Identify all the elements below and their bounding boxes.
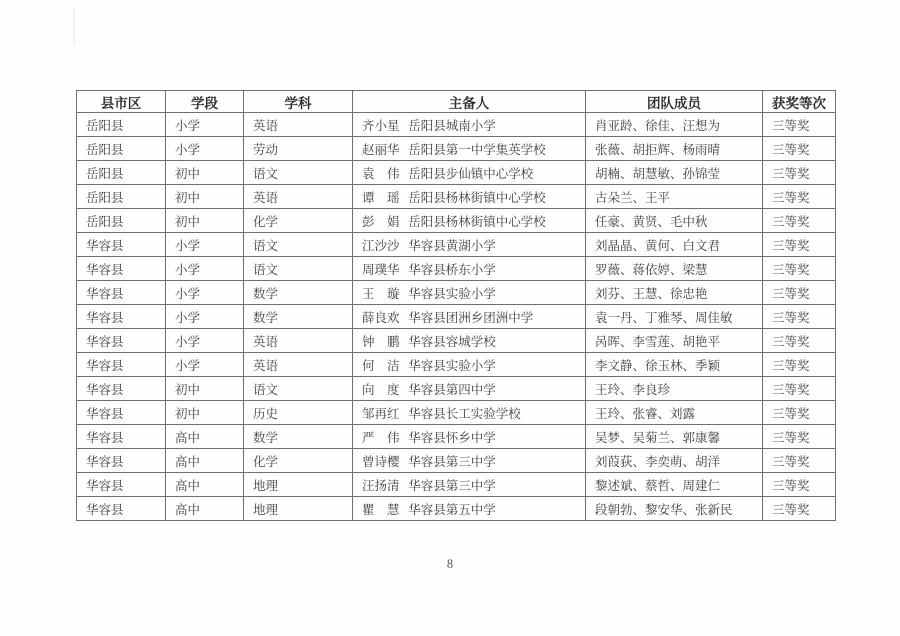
- cell-level: 小学: [166, 329, 244, 353]
- leader-school: 岳阳县第一中学集英学校: [408, 142, 546, 157]
- leader-school: 华容县实验小学: [408, 286, 496, 301]
- column-header: 县市区: [77, 91, 166, 113]
- cell-level: 初中: [166, 185, 244, 209]
- cell-leader: [353, 137, 586, 161]
- leader-name: 齐小星: [362, 118, 400, 133]
- cell-award: 三等奖: [763, 329, 836, 353]
- cell-subject: 化学: [244, 209, 353, 233]
- cell-team: 刘葭荻、李奕萌、胡洋: [586, 449, 763, 473]
- cell-subject: 历史: [244, 401, 353, 425]
- leader-school: 华容县第三中学: [408, 454, 496, 469]
- cell-award: 三等奖: [763, 113, 836, 137]
- cell-leader: [353, 185, 586, 209]
- cell-team: 黎述斌、蔡哲、周建仁: [586, 473, 763, 497]
- cell-team: 刘晶晶、黄何、白文君: [586, 233, 763, 257]
- leader-name: 向 度: [362, 382, 400, 397]
- cell-level: 小学: [166, 233, 244, 257]
- table-row: [77, 401, 836, 425]
- cell-subject: 英语: [244, 353, 353, 377]
- leader-school: 华容县长工实验学校: [408, 406, 521, 421]
- leader-school: 华容县第四中学: [408, 382, 496, 397]
- cell-county: 岳阳县: [77, 113, 166, 137]
- cell-award: 三等奖: [763, 161, 836, 185]
- cell-award: 三等奖: [763, 353, 836, 377]
- cell-award: 三等奖: [763, 137, 836, 161]
- cell-level: 高中: [166, 425, 244, 449]
- cell-leader: [353, 233, 586, 257]
- leader-school: 华容县实验小学: [408, 358, 496, 373]
- table-row: [77, 185, 836, 209]
- leader-name: 王 璇: [362, 286, 400, 301]
- cell-county: 华容县: [77, 281, 166, 305]
- leader-school: 华容县桥东小学: [408, 262, 496, 277]
- cell-county: 岳阳县: [77, 161, 166, 185]
- cell-county: 华容县: [77, 449, 166, 473]
- cell-subject: 劳动: [244, 137, 353, 161]
- cell-county: 华容县: [77, 353, 166, 377]
- cell-level: 初中: [166, 161, 244, 185]
- table-row: [77, 329, 836, 353]
- cell-leader: [353, 257, 586, 281]
- table-row: [77, 305, 836, 329]
- table-row: [77, 353, 836, 377]
- cell-team: 袁一丹、丁雅琴、周佳敏: [586, 305, 763, 329]
- cell-subject: 语文: [244, 377, 353, 401]
- cell-leader: [353, 449, 586, 473]
- cell-team: 王玲、张睿、刘露: [586, 401, 763, 425]
- cell-leader: [353, 113, 586, 137]
- cell-subject: 化学: [244, 449, 353, 473]
- leader-name: 钟 鹏: [362, 334, 400, 349]
- leader-name: 赵丽华: [362, 142, 400, 157]
- table-row: [77, 113, 836, 137]
- leader-school: 华容县容城学校: [408, 334, 496, 349]
- leader-school: 岳阳县杨林街镇中心学校: [408, 214, 546, 229]
- cell-leader: [353, 497, 586, 521]
- cell-team: 肖亚龄、徐佳、汪想为: [586, 113, 763, 137]
- table-row: [77, 473, 836, 497]
- leader-name: 瞿 慧: [362, 502, 400, 517]
- cell-team: 王玲、李良珍: [586, 377, 763, 401]
- cell-subject: 数学: [244, 305, 353, 329]
- cell-level: 小学: [166, 353, 244, 377]
- cell-award: 三等奖: [763, 497, 836, 521]
- cell-award: 三等奖: [763, 305, 836, 329]
- cell-team: 罗薇、蒋依婷、梁慧: [586, 257, 763, 281]
- cell-award: 三等奖: [763, 473, 836, 497]
- cell-award: 三等奖: [763, 425, 836, 449]
- table-header-row: [77, 91, 836, 113]
- cell-county: 华容县: [77, 425, 166, 449]
- column-header: 学科: [244, 91, 353, 113]
- cell-subject: 地理: [244, 497, 353, 521]
- cell-team: 刘芬、王慧、徐忠艳: [586, 281, 763, 305]
- cell-leader: [353, 305, 586, 329]
- cell-subject: 语文: [244, 233, 353, 257]
- leader-name: 袁 伟: [362, 166, 400, 181]
- cell-level: 小学: [166, 113, 244, 137]
- cell-level: 高中: [166, 497, 244, 521]
- table-row: [77, 497, 836, 521]
- leader-school: 华容县团洲乡团洲中学: [408, 310, 534, 325]
- cell-county: 华容县: [77, 497, 166, 521]
- cell-leader: [353, 425, 586, 449]
- cell-level: 高中: [166, 449, 244, 473]
- table-row: [77, 161, 836, 185]
- leader-name: 薛良欢: [362, 310, 400, 325]
- leader-name: 周璞华: [362, 262, 400, 277]
- cell-county: 华容县: [77, 329, 166, 353]
- cell-leader: [353, 353, 586, 377]
- table-row: [77, 257, 836, 281]
- cell-team: 古朵兰、王平: [586, 185, 763, 209]
- cell-award: 三等奖: [763, 209, 836, 233]
- cell-level: 初中: [166, 209, 244, 233]
- leader-name: 谭 瑶: [362, 190, 400, 205]
- cell-leader: [353, 401, 586, 425]
- cell-award: 三等奖: [763, 449, 836, 473]
- cell-subject: 英语: [244, 185, 353, 209]
- column-header: 团队成员: [586, 91, 763, 113]
- awards-table: [76, 90, 836, 521]
- cell-level: 小学: [166, 281, 244, 305]
- cell-subject: 数学: [244, 425, 353, 449]
- leader-school: 华容县第三中学: [408, 478, 496, 493]
- cell-county: 华容县: [77, 305, 166, 329]
- cell-team: 李文静、徐玉林、季颖: [586, 353, 763, 377]
- table-row: [77, 281, 836, 305]
- leader-school: 岳阳县杨林街镇中心学校: [408, 190, 546, 205]
- cell-team: 呙晖、李雪莲、胡艳平: [586, 329, 763, 353]
- cell-award: 三等奖: [763, 377, 836, 401]
- table-row: [77, 233, 836, 257]
- cell-subject: 语文: [244, 257, 353, 281]
- cell-award: 三等奖: [763, 257, 836, 281]
- cell-level: 初中: [166, 377, 244, 401]
- cell-county: 华容县: [77, 401, 166, 425]
- leader-name: 汪扬清: [362, 478, 400, 493]
- cell-level: 小学: [166, 137, 244, 161]
- leader-name: 江沙沙: [362, 238, 400, 253]
- cell-level: 高中: [166, 473, 244, 497]
- cell-team: 胡楠、胡慧敏、孙锦莹: [586, 161, 763, 185]
- table-row: [77, 425, 836, 449]
- cell-leader: [353, 473, 586, 497]
- cell-county: 华容县: [77, 257, 166, 281]
- column-header: 获奖等次: [763, 91, 836, 113]
- leader-school: 华容县第五中学: [408, 502, 496, 517]
- column-header: 主备人: [353, 91, 586, 113]
- cell-award: 三等奖: [763, 233, 836, 257]
- cell-award: 三等奖: [763, 281, 836, 305]
- cell-subject: 语文: [244, 161, 353, 185]
- page-number: 8: [446, 557, 454, 571]
- leader-school: 岳阳县城南小学: [408, 118, 496, 133]
- cell-award: 三等奖: [763, 401, 836, 425]
- table-row: [77, 209, 836, 233]
- cell-leader: [353, 281, 586, 305]
- table-body: [77, 113, 836, 521]
- cell-subject: 地理: [244, 473, 353, 497]
- cell-level: 小学: [166, 257, 244, 281]
- cell-level: 初中: [166, 401, 244, 425]
- table-row: [77, 377, 836, 401]
- cell-award: 三等奖: [763, 185, 836, 209]
- cell-leader: [353, 209, 586, 233]
- leader-name: 何 洁: [362, 358, 400, 373]
- column-header: 学段: [166, 91, 244, 113]
- cell-team: 吴梦、吴菊兰、郭康馨: [586, 425, 763, 449]
- leader-name: 严 伟: [362, 430, 400, 445]
- cell-county: 岳阳县: [77, 137, 166, 161]
- cell-leader: [353, 329, 586, 353]
- cell-team: 任豪、黄贤、毛中秋: [586, 209, 763, 233]
- leader-school: 华容县黄湖小学: [408, 238, 496, 253]
- cell-county: 岳阳县: [77, 185, 166, 209]
- cell-county: 华容县: [77, 233, 166, 257]
- cell-subject: 数学: [244, 281, 353, 305]
- leader-name: 邹再红: [362, 406, 400, 421]
- cell-team: 张薇、胡拒辉、杨雨晴: [586, 137, 763, 161]
- leader-name: 曾诗樱: [362, 454, 400, 469]
- cell-leader: [353, 377, 586, 401]
- leader-school: 华容县怀乡中学: [408, 430, 496, 445]
- cell-leader: [353, 161, 586, 185]
- leader-school: 岳阳县步仙镇中心学校: [408, 166, 534, 181]
- cell-subject: 英语: [244, 329, 353, 353]
- scan-artifact-mark: [73, 6, 75, 46]
- table-row: [77, 449, 836, 473]
- cell-team: 段朝勃、黎安华、张新民: [586, 497, 763, 521]
- cell-subject: 英语: [244, 113, 353, 137]
- table-row: [77, 137, 836, 161]
- cell-level: 小学: [166, 305, 244, 329]
- cell-county: 华容县: [77, 377, 166, 401]
- cell-county: 岳阳县: [77, 209, 166, 233]
- leader-name: 彭 娟: [362, 214, 400, 229]
- cell-county: 华容县: [77, 473, 166, 497]
